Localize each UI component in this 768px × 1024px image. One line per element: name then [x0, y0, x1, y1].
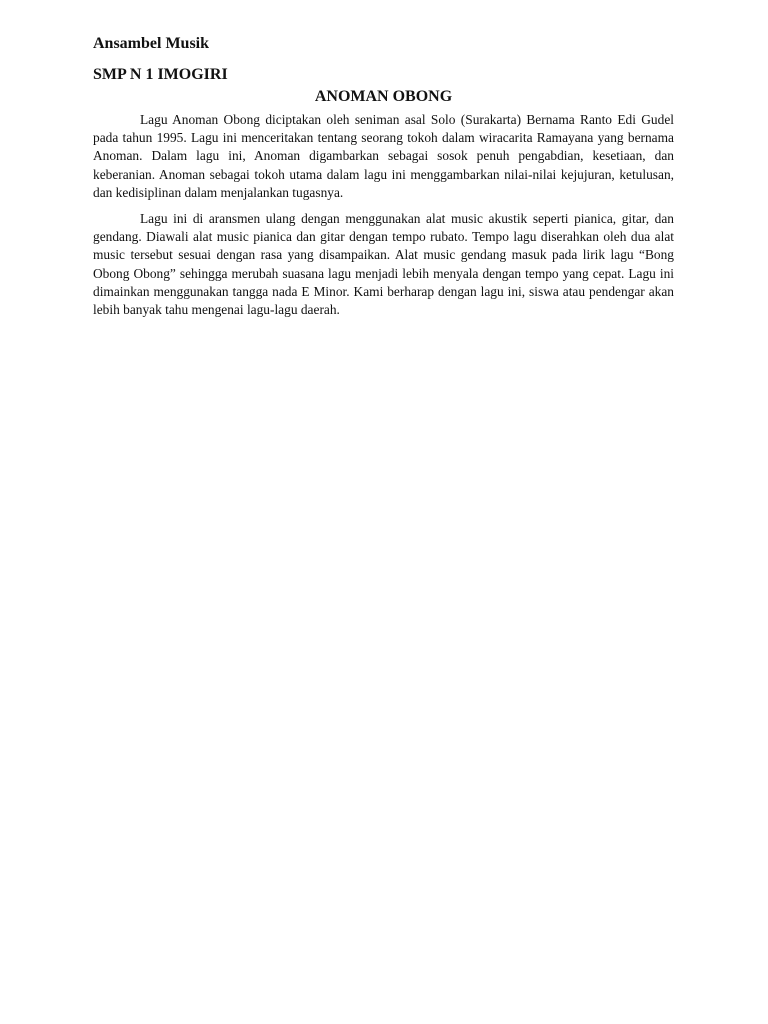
paragraph-arrangement: Lagu ini di aransmen ulang dengan menggunakan alat music akustik seperti pianica, gitar, dan gendang. Diawali alat music pianica dan gitar dengan tempo rubato. Tempo lagu diserahkan oleh dua alat music tersebut sesuai dengan rasa yang disampaikan. Alat music gendang masuk pada lirik lagu “Bong Obong Obong” sehingga merubah suasana lagu menjadi lebih menyala dengan tempo yang cepat. Lagu ini dimainkan menggunakan tangga nada E Minor. Kami berharap dengan lagu ini, siswa atau pendengar akan lebih banyak tahu mengenai lagu-lagu daerah. [93, 211, 674, 318]
song-title: ANOMAN OBONG [314, 88, 453, 105]
school-name-heading: SMP N 1 IMOGIRI [93, 66, 228, 83]
group-name-heading: Ansambel Musik [93, 35, 210, 52]
paragraph-song-origin: Lagu Anoman Obong diciptakan oleh seniman asal Solo (Surakarta) Bernama Ranto Edi Gudel pada tahun 1995. Lagu ini menceritakan tentang seorang tokoh dalam wiracarita Ramayana yang bernama Anoman. Dalam lagu ini, Anoman digambarkan sebagai sosok penuh pengabdian, kesetiaan, dan keberanian. Anoman sebagai tokoh utama dalam lagu ini menggambarkan nilai-nilai kejujuran, ketulusan, dan kedisiplinan dalam menjalankan tugasnya. [93, 112, 674, 200]
document-page [93, 33, 674, 327]
